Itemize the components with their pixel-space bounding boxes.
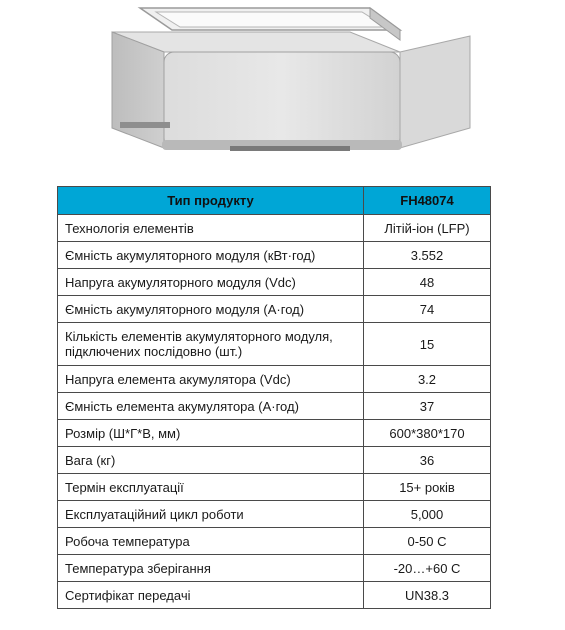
row-value: 37 (364, 393, 491, 420)
row-value: 3.552 (364, 242, 491, 269)
header-param: Тип продукту (58, 187, 364, 215)
table-row (58, 528, 491, 555)
row-param: Робоча температура (58, 528, 364, 555)
table-row (58, 323, 491, 366)
row-param: Температура зберігання (58, 555, 364, 582)
table-row (58, 296, 491, 323)
table-row (58, 393, 491, 420)
row-param: Ємність акумуляторного модуля (А·год) (58, 296, 364, 323)
row-value: 74 (364, 296, 491, 323)
row-value: 15+ років (364, 474, 491, 501)
row-value: Літій-іон (LFP) (364, 215, 491, 242)
table-header-row (58, 187, 491, 215)
row-value: 36 (364, 447, 491, 474)
row-param: Технологія елементів (58, 215, 364, 242)
row-param: Напруга акумуляторного модуля (Vdc) (58, 269, 364, 296)
header-value: FH48074 (364, 187, 491, 215)
row-value: UN38.3 (364, 582, 491, 609)
row-param: Кількість елементів акумуляторного модуля, підключених послідовно (шт.) (58, 323, 364, 366)
row-value: -20…+60 С (364, 555, 491, 582)
row-value: 3.2 (364, 366, 491, 393)
table-row (58, 242, 491, 269)
row-param: Сертифікат передачі (58, 582, 364, 609)
row-value: 48 (364, 269, 491, 296)
table-row (58, 366, 491, 393)
row-value: 5,000 (364, 501, 491, 528)
row-value: 15 (364, 323, 491, 366)
spec-table (57, 186, 491, 609)
table-row (58, 447, 491, 474)
table-row (58, 501, 491, 528)
row-value: 0-50 С (364, 528, 491, 555)
table-row (58, 215, 491, 242)
row-param: Напруга елемента акумулятора (Vdc) (58, 366, 364, 393)
table-row (58, 269, 491, 296)
row-param: Розмір (Ш*Г*В, мм) (58, 420, 364, 447)
row-param: Вага (кг) (58, 447, 364, 474)
row-param: Термін експлуатації (58, 474, 364, 501)
row-value: 600*380*170 (364, 420, 491, 447)
row-param: Ємність елемента акумулятора (А·год) (58, 393, 364, 420)
row-param: Ємність акумуляторного модуля (кВт·год) (58, 242, 364, 269)
table-row (58, 420, 491, 447)
battery-module-image (100, 0, 480, 170)
table-row (58, 474, 491, 501)
row-param: Експлуатаційний цикл роботи (58, 501, 364, 528)
table-row (58, 582, 491, 609)
table-row (58, 555, 491, 582)
